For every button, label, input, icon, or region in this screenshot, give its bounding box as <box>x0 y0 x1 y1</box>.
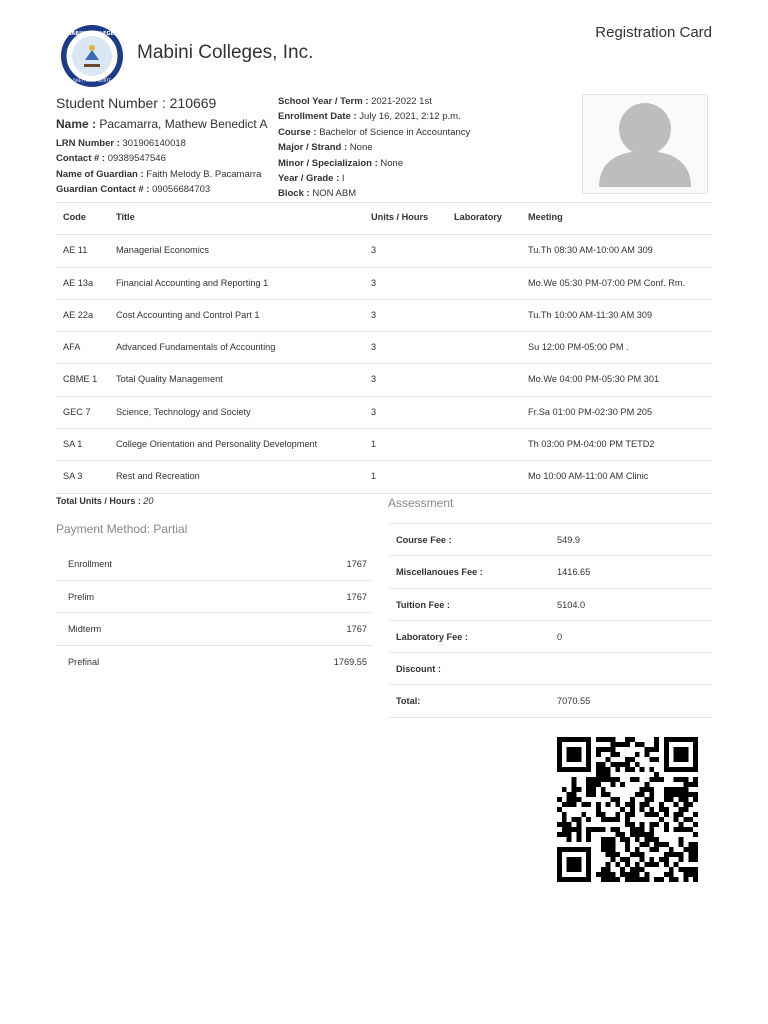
course-row <box>56 300 712 332</box>
assessment-value: 1416.65 <box>557 567 591 578</box>
svg-text:MABINI COLLEGES: MABINI COLLEGES <box>66 31 118 37</box>
header-units: Units / Hours <box>371 212 429 222</box>
block-line: Block : NON ABM <box>278 188 357 200</box>
course-meeting: Fr.Sa 01:00 PM-02:30 PM 205 <box>528 406 653 417</box>
course-row <box>56 397 712 429</box>
enrollment-date-line: Enrollment Date : July 16, 2021, 2:12 p.m. <box>278 111 461 123</box>
course-title: Rest and Recreation <box>116 471 200 482</box>
course-title: Cost Accounting and Control Part 1 <box>116 309 260 320</box>
payment-row <box>56 581 372 614</box>
course-meeting: Tu.Th 10:00 AM-11:30 AM 309 <box>528 309 653 320</box>
assessment-value: 0 <box>557 631 563 642</box>
student-name-line: Name : Pacamarra, Mathew Benedict A <box>56 117 268 131</box>
payment-row <box>56 548 372 581</box>
course-code: AE 13a <box>63 277 94 288</box>
assessment-label: Course Fee : <box>396 535 452 545</box>
assessment-row <box>389 589 712 621</box>
college-name: Mabini Colleges, Inc. <box>137 42 314 63</box>
block: NON ABM <box>312 188 357 200</box>
qr-code-icon <box>557 737 698 882</box>
guardian-name: Faith Melody B. Pacamarra <box>146 168 262 180</box>
assessment-row <box>389 556 712 588</box>
header-code: Code <box>63 212 86 222</box>
assessment-label: Laboratory Fee : <box>396 631 468 642</box>
assessment-row <box>389 653 712 685</box>
course-units: 1 <box>371 471 377 482</box>
course-meeting: Tu.Th 08:30 AM-10:00 AM 309 <box>528 245 653 256</box>
payment-value: 1767 <box>346 591 367 602</box>
payment-value: 1769.55 <box>333 656 367 667</box>
student-number-line: Student Number : 210669 <box>56 95 217 111</box>
course-units: 1 <box>371 439 377 450</box>
qr-code <box>557 737 698 882</box>
payment-value: 1767 <box>346 624 367 634</box>
course-units: 3 <box>371 374 377 385</box>
course-meeting: Su 12:00 PM-05:00 PM . <box>528 342 629 353</box>
document-title: Registration Card <box>595 24 712 41</box>
course-title: Financial Accounting and Reporting 1 <box>116 277 269 288</box>
contact-line: Contact # : 09389547546 <box>56 153 166 165</box>
enrollment-date: July 16, 2021, 2:12 p.m. <box>359 111 461 123</box>
course-title: Science, Technology and Society <box>116 406 251 417</box>
svg-text:DAET, CAM. NORTE: DAET, CAM. NORTE <box>72 78 112 83</box>
guardian-contact-line: Guardian Contact # : 09056684703 <box>56 184 211 196</box>
course-code: SA 1 <box>63 439 83 450</box>
payment-row <box>56 613 372 646</box>
minor-line: Minor / Specializaion : None <box>278 157 404 169</box>
course-line: Course : Bachelor of Science in Accountancy <box>278 126 471 138</box>
payment-label: Midterm <box>68 624 102 634</box>
course-title: Total Quality Management <box>116 374 223 385</box>
guardian-line: Name of Guardian : Faith Melody B. Pacamarra <box>56 168 262 180</box>
major-line: Major / Strand : None <box>278 142 373 154</box>
course: Bachelor of Science in Accountancy <box>319 126 471 138</box>
school-year-line: School Year / Term : 2021-2022 1st <box>278 96 432 107</box>
enrollment-info <box>278 94 470 202</box>
total-units-value: 20 <box>143 496 154 506</box>
course-units: 3 <box>371 245 377 256</box>
course-meeting: Mo.We 04:00 PM-05:30 PM 301 <box>528 374 660 385</box>
assessment-label: Discount : <box>396 664 441 675</box>
course-code: AE 11 <box>63 245 88 256</box>
course-code: AE 22a <box>63 309 94 320</box>
payment-label: Enrollment <box>68 559 112 569</box>
assessment-value: 5104.0 <box>557 599 586 610</box>
course-row <box>56 268 712 300</box>
course-units: 3 <box>371 406 377 417</box>
course-meeting: Th 03:00 PM-04:00 PM TETD2 <box>528 439 655 450</box>
course-code: CBME 1 <box>63 374 98 385</box>
course-units: 3 <box>371 309 377 320</box>
assessment-label: Miscellanoues Fee : <box>396 567 483 578</box>
payment-method-title: Payment Method: Partial <box>56 522 188 536</box>
course-title: Advanced Fundamentals of Accounting <box>116 342 276 353</box>
contact-number: 09389547546 <box>107 153 166 165</box>
course-row <box>56 429 712 461</box>
minor: None <box>380 157 404 169</box>
lrn-number: 301906140018 <box>122 138 186 149</box>
payment-value: 1767 <box>346 559 367 569</box>
payment-label: Prelim <box>68 591 95 602</box>
header-title: Title <box>116 212 135 222</box>
course-title: Managerial Economics <box>116 245 209 256</box>
assessment-row-total <box>389 685 712 717</box>
year-line: Year / Grade : I <box>278 173 345 185</box>
course-meeting: Mo 10:00 AM-11:00 AM Clinic <box>528 471 649 482</box>
assessment-row <box>389 621 712 653</box>
student-name: Pacamarra, Mathew Benedict A <box>99 117 268 131</box>
course-units: 3 <box>371 342 377 353</box>
payment-row <box>56 646 372 678</box>
course-title: College Orientation and Personality Development <box>116 439 318 450</box>
course-row <box>56 332 712 364</box>
student-number: 210669 <box>169 95 217 111</box>
course-code: SA 3 <box>63 471 83 482</box>
assessment-table <box>389 523 712 718</box>
student-photo <box>582 94 708 194</box>
lrn-line: LRN Number : 301906140018 <box>56 138 186 149</box>
course-table-header <box>56 203 712 235</box>
course-table <box>56 202 712 494</box>
assessment-value: 549.9 <box>557 535 580 545</box>
guardian-contact: 09056684703 <box>152 184 211 196</box>
payment-label: Prefinal <box>68 656 100 667</box>
course-meeting: Mo.We 05:30 PM-07:00 PM Conf. Rm. <box>528 277 686 288</box>
assessment-title: Assessment <box>388 496 454 510</box>
course-row <box>56 461 712 493</box>
course-code: AFA <box>63 342 81 353</box>
major: None <box>349 142 373 154</box>
course-row <box>56 364 712 396</box>
assessment-row <box>389 524 712 556</box>
course-code: GEC 7 <box>63 406 91 417</box>
assessment-total: 7070.55 <box>557 696 591 707</box>
student-info <box>56 93 267 198</box>
payment-table <box>56 548 372 677</box>
header-lab: Laboratory <box>454 212 502 222</box>
school-year: 2021-2022 1st <box>371 96 432 107</box>
year-grade: I <box>341 173 345 185</box>
avatar-icon <box>583 95 707 193</box>
assessment-label: Total: <box>396 696 421 707</box>
course-row <box>56 235 712 267</box>
course-units: 3 <box>371 277 377 288</box>
college-logo <box>60 24 124 88</box>
assessment-label: Tuition Fee : <box>396 599 450 610</box>
total-units: Total Units / Hours : 20 <box>56 496 154 506</box>
header-meeting: Meeting <box>528 212 563 222</box>
